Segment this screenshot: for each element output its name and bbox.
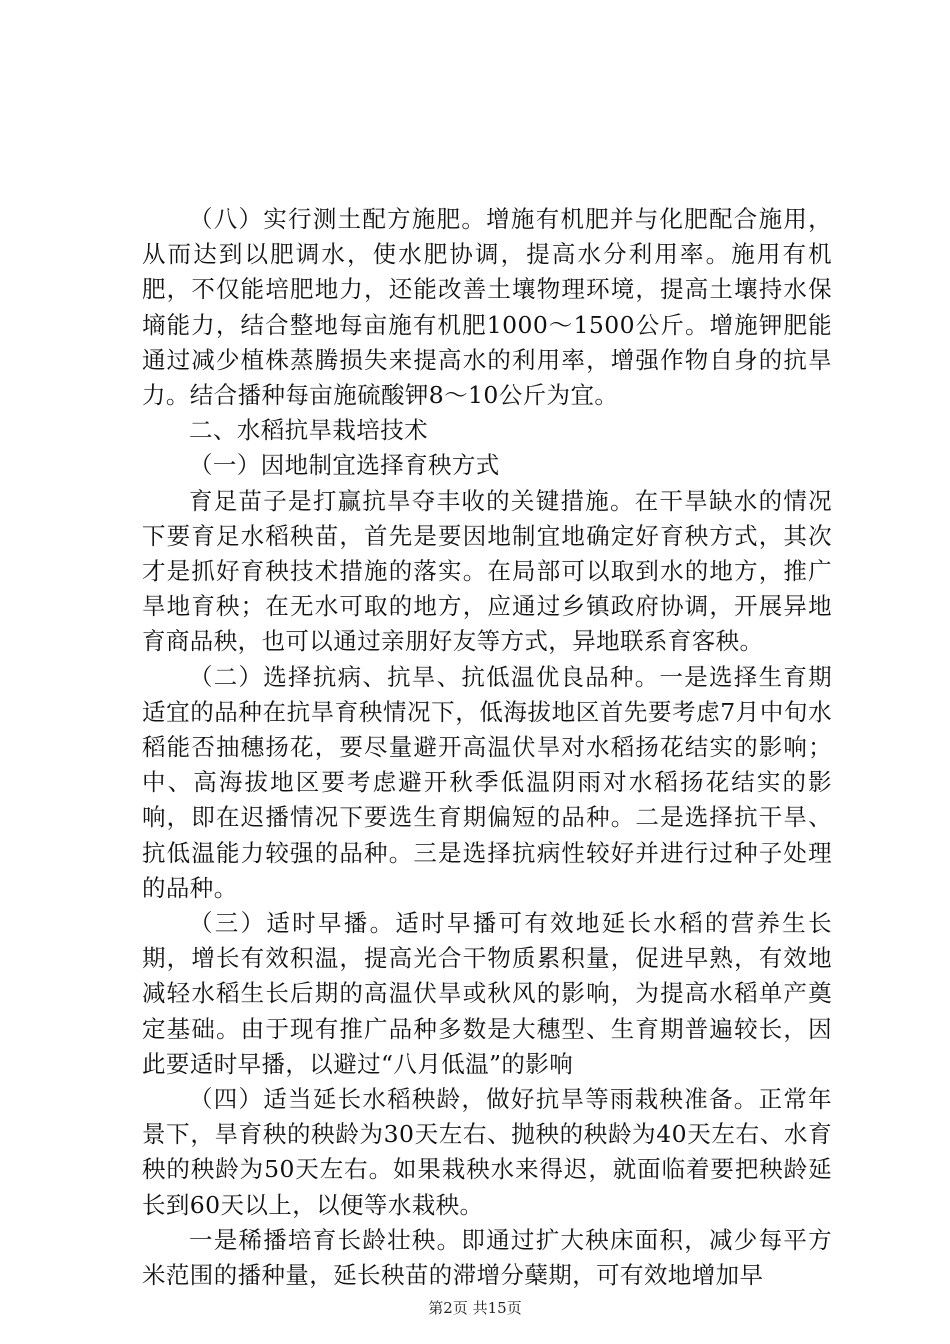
- paragraph-variety-selection: （二）选择抗病、抗旱、抗低温优良品种。一是选择生育期适宜的品种在抗旱育秧情况下，低海拔地区首先要考虑7月中旬水稻能否抽穗扬花，要尽量避开高温伏旱对水稻扬花结实的影响；中、高海拔地区要考虑避开秋季低温阴雨对水稻扬花结实的影响，即在迟播情况下要选生育期偏短的品种。二是选择抗干旱、抗低温能力较强的品种。三是选择抗病性较好并进行过种子处理的品种。: [142, 662, 832, 902]
- document-body: [142, 202, 832, 1293]
- page-footer: 第2页 共15页: [428, 1299, 522, 1317]
- paragraph-early-sowing: （三）适时早播。适时早播可有效地延长水稻的营养生长期，增长有效积温，提高光合干物质累积量，促进早熟，有效地减轻水稻生长后期的高温伏旱或秋风的影响，为提高水稻单产奠定基础。由于现有推广品种多数是大穗型、生育期普遍较长，因此要适时早播，以避过“八月低温”的影响: [142, 909, 832, 1078]
- paragraph-sparse-sowing: 一是稀播培育长龄壮秧。即通过扩大秧床面积，减少每平方米范围的播种量，延长秧苗的滞增分蘖期，可有效地增加早: [142, 1225, 832, 1290]
- paragraph-seedling: 育足苗子是打赢抗旱夺丰收的关键措施。在干旱缺水的情况下要育足水稻秧苗，首先是要因地制宜地确定好育秧方式，其次才是抓好育秧技术措施的落实。在局部可以取到水的地方，推广旱地育秧；在无水可取的地方，应通过乡镇政府协调，开展异地育商品秧，也可以通过亲朋好友等方式，异地联系育客秧。: [142, 486, 832, 656]
- paragraph-fertilization: （八）实行测土配方施肥。增施有机肥并与化肥配合施用，从而达到以肥调水，使水肥协调，提高水分利用率。施用有机肥，不仅能培肥地力，还能改善土壤物理环境，提高土壤持水保墒能力，结合整地每亩施有机肥1000～1500公斤。增施钾肥能通过减少植株蒸腾损失来提高水的利用率，增强作物自身的抗旱力。结合播种每亩施硫酸钾8～10公斤为宜。: [142, 205, 832, 410]
- subheading-seedling-method: （一）因地制宜选择育秧方式: [189, 451, 500, 480]
- paragraph-seedling-age: （四）适当延长水稻秧龄，做好抗旱等雨栽秧准备。正常年景下，旱育秧的秧龄为30天左右、抛秧的秧龄为40天左右、水育秧的秧龄为50天左右。如果栽秧水来得迟，就面临着要把秧龄延长到60天以上，以便等水栽秧。: [142, 1085, 832, 1219]
- section-heading-rice-drought: 二、水稻抗旱栽培技术: [189, 416, 428, 445]
